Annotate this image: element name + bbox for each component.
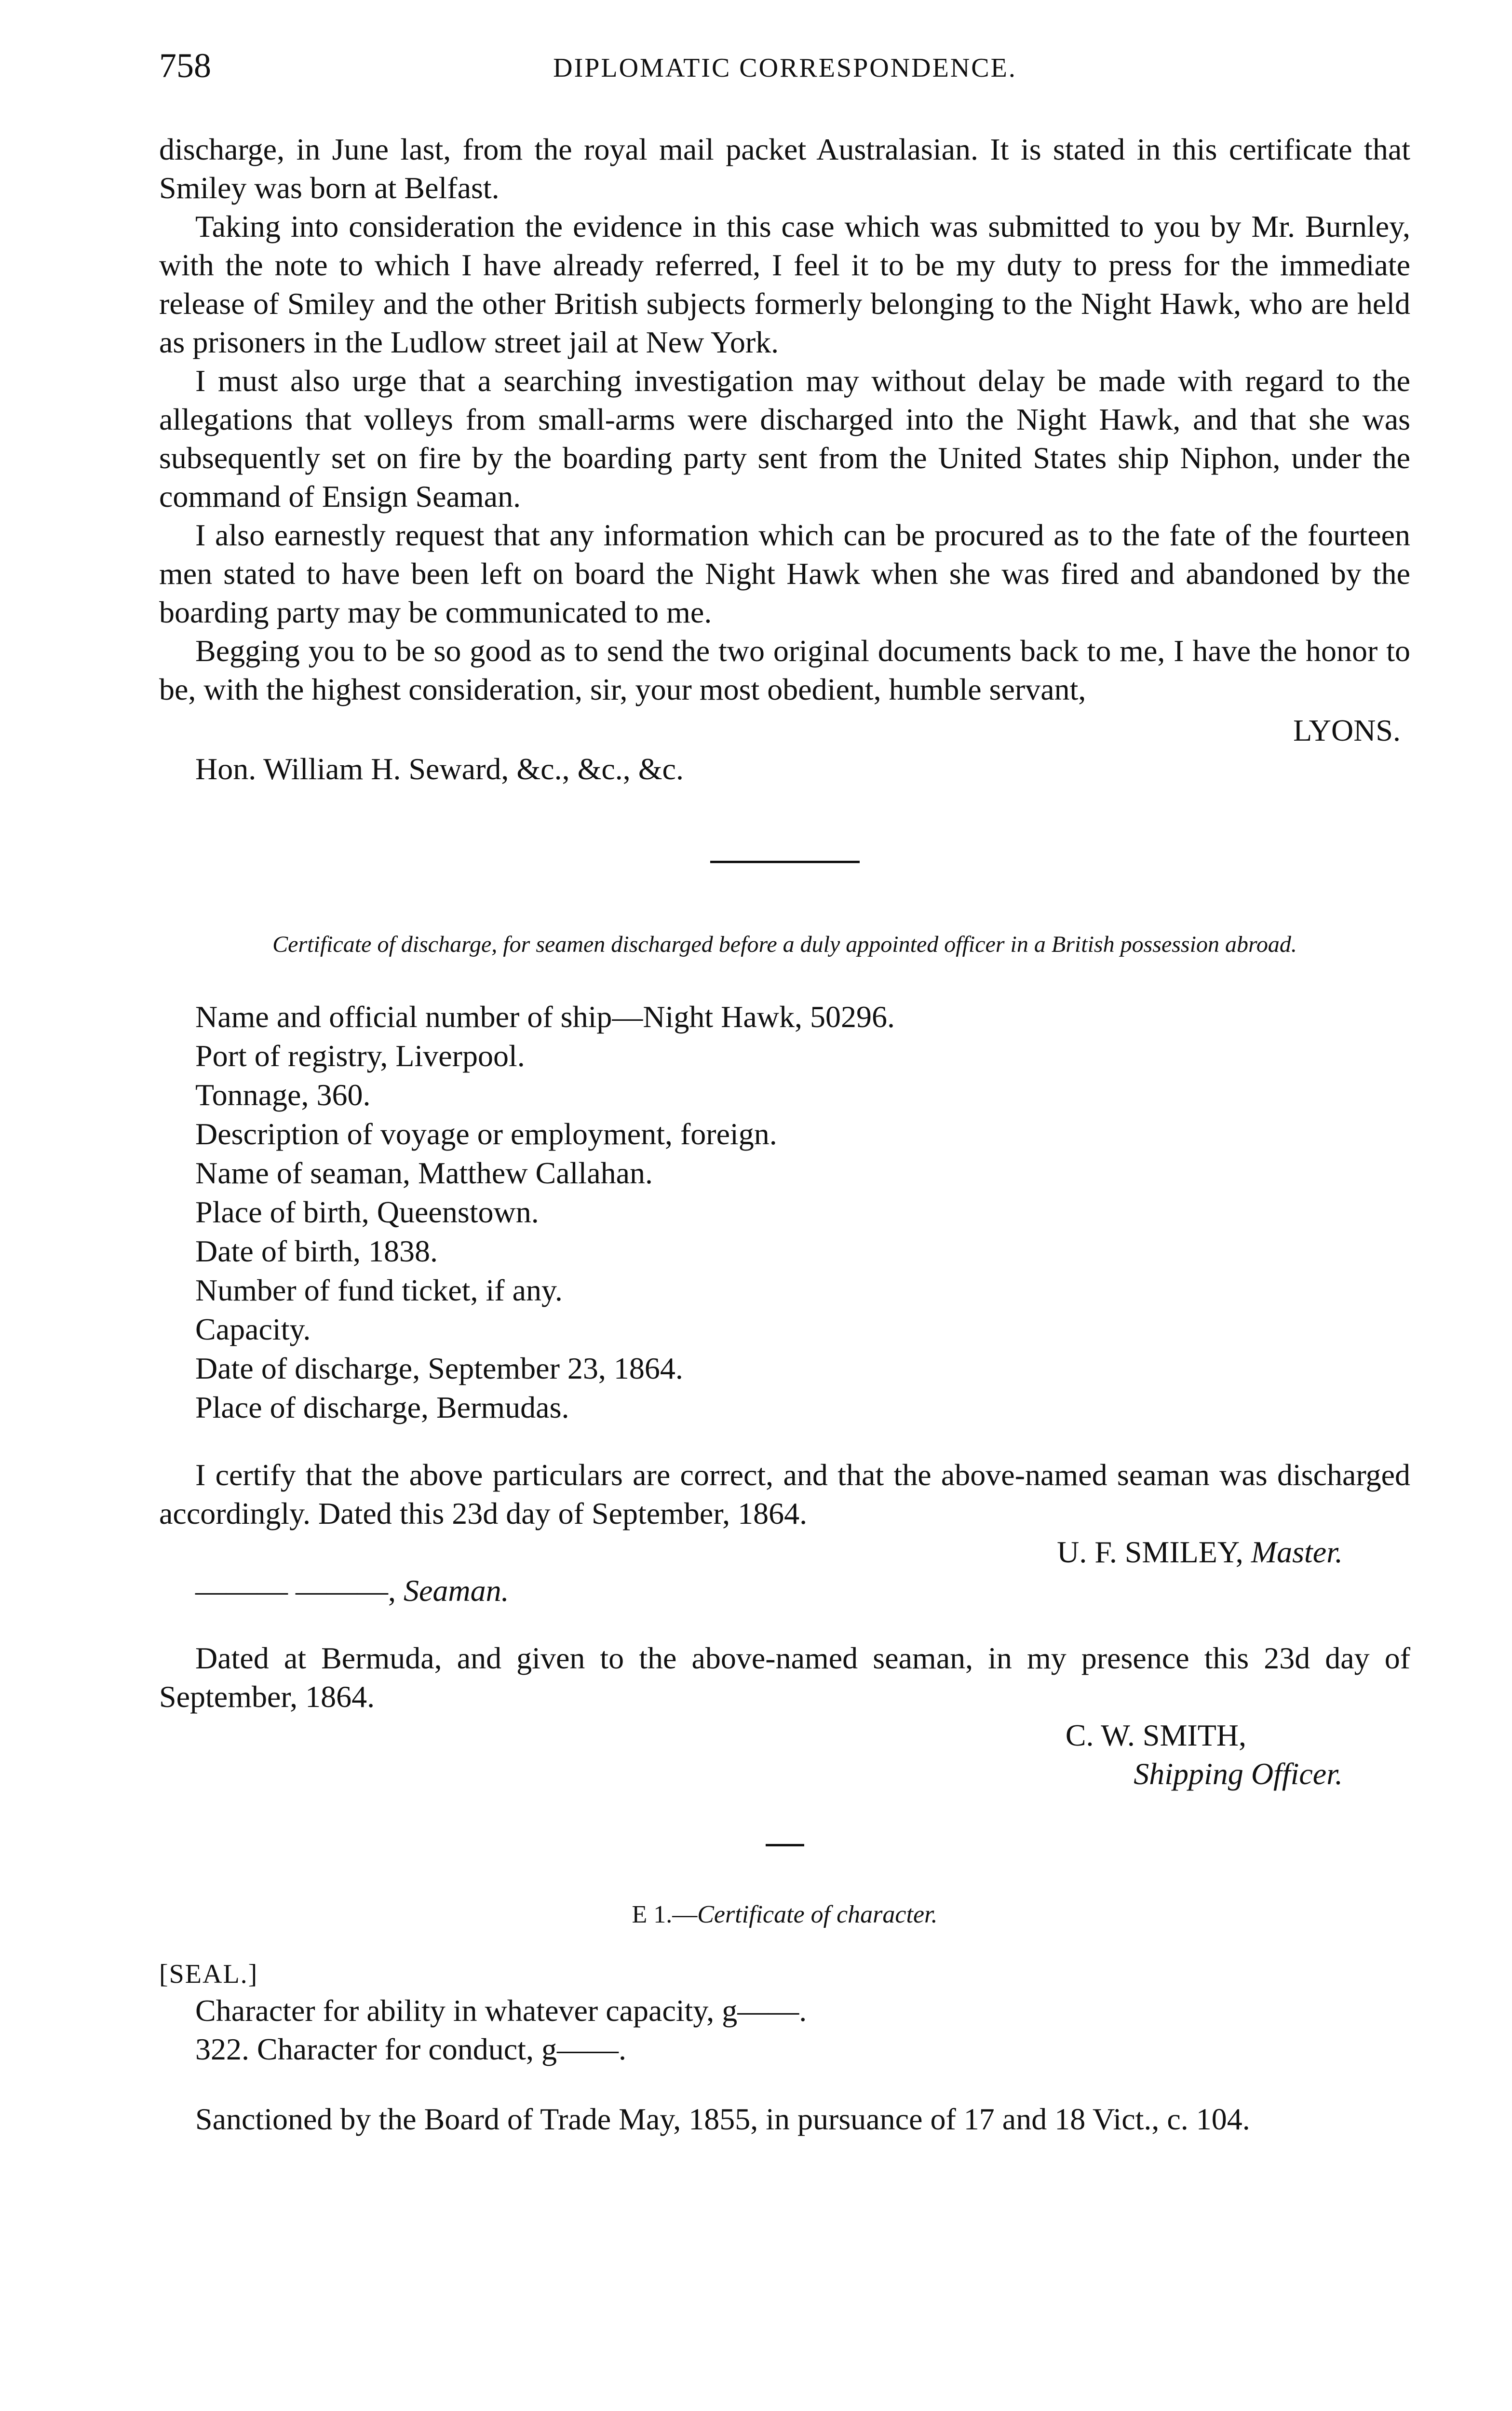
master-signature (159, 1533, 1410, 1571)
field-seaman-name: Name of seaman, Matthew Callahan. (195, 1156, 653, 1190)
field-ship: Name and official number of ship—Night Hawk, 50296. (195, 1000, 895, 1034)
field-fund-ticket: Number of fund ticket, if any. (195, 1273, 563, 1307)
field-birthdate: Date of birth, 1838. (195, 1234, 438, 1268)
field-discharge-place: Place of discharge, Bermudas. (195, 1390, 569, 1424)
letter-paragraph-3: I must also urge that a searching investigation may without delay be made with regard to the allegations that volleys from small-arms were discharged into the Night Hawk, and that she was subsequently set on fire by the boarding party sent from the United States ship Niphon, under the command of Ensign Seaman. (159, 364, 1410, 514)
letter-paragraph-1: discharge, in June last, from the royal mail packet Australasian. It is stated in this certificate that Smiley was born at Belfast. (159, 132, 1410, 205)
character-heading-title: Certificate of character. (697, 1901, 938, 1928)
officer-name: C. W. SMITH, (1065, 1718, 1246, 1752)
certificate-fields (159, 997, 1410, 1427)
character-ability: Character for ability in whatever capacity, g——. (195, 1993, 807, 2028)
character-conduct: 322. Character for conduct, g——. (195, 2032, 626, 2066)
seaman-label: Seaman. (404, 1573, 509, 1608)
signature-lyons: LYONS. (1293, 713, 1401, 747)
field-tonnage: Tonnage, 360. (195, 1078, 371, 1112)
dated-statement: Dated at Bermuda, and given to the above-named seaman, in my presence this 23d day of September, 1864. (159, 1641, 1410, 1714)
seaman-signature-line (159, 1571, 1410, 1610)
field-voyage: Description of voyage or employment, foreign. (195, 1117, 777, 1151)
section-divider (710, 861, 860, 863)
certify-statement: I certify that the above particulars are correct, and that the above-named seaman was discharged accordingly. Dated this 23d day of September, 1864. (159, 1458, 1410, 1531)
seal-label: [SEAL.] (159, 1959, 258, 1989)
short-divider (766, 1844, 804, 1846)
master-title: Master. (1251, 1535, 1343, 1569)
character-heading (159, 1899, 1410, 1930)
field-port: Port of registry, Liverpool. (195, 1039, 525, 1073)
letter-paragraph-5: Begging you to be so good as to send the two original documents back to me, I have the honor to be, with the highest consideration, sir, your most obedient, humble servant, (159, 634, 1410, 706)
field-discharge-date: Date of discharge, September 23, 1864. (195, 1351, 683, 1385)
master-name: U. F. SMILEY, (1057, 1535, 1243, 1569)
page-number: 758 (159, 46, 211, 85)
character-heading-prefix: E 1.— (632, 1901, 698, 1928)
field-birthplace: Place of birth, Queenstown. (195, 1195, 539, 1229)
letter-paragraph-2: Taking into consideration the evidence in this case which was submitted to you by Mr. Burnley, with the note to which I have already referred, I feel it to be my duty to press for the immediate release of Smiley and the other British subjects formerly belonging to the Night Hawk, who are held as prisoners in the Ludlow street jail at New York. (159, 209, 1410, 359)
sanctioned-note: Sanctioned by the Board of Trade May, 1855, in pursuance of 17 and 18 Vict., c. 104. (195, 2102, 1250, 2136)
certificate-title: Certificate of discharge, for seamen discharged before a duly appointed officer in a British possession abroad. (272, 932, 1297, 957)
seaman-blank: ——— ———, (195, 1573, 396, 1608)
page-header (159, 46, 1411, 94)
addressee: Hon. William H. Seward, &c., &c., &c. (195, 752, 684, 786)
running-head: DIPLOMATIC CORRESPONDENCE. (553, 53, 1017, 83)
officer-title: Shipping Officer. (1134, 1757, 1343, 1791)
page-body (159, 130, 1410, 2139)
field-capacity: Capacity. (195, 1312, 311, 1346)
letter-paragraph-4: I also earnestly request that any information which can be procured as to the fate of the fourteen men stated to have been left on board the Night Hawk when she was fired and abandoned by the boarding party may be communicated to me. (159, 518, 1410, 629)
